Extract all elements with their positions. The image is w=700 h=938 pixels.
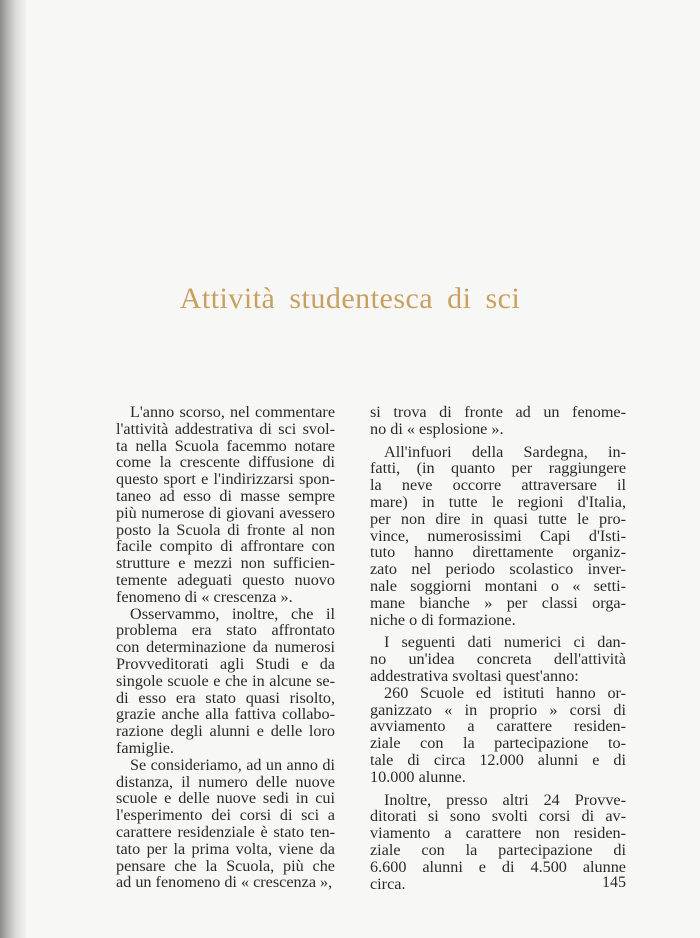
text-line: per non dire in quasi tutte le pro- (370, 509, 626, 528)
text-line: problema era stato affrontato (116, 621, 335, 640)
text-line: no di « esplosione ». (370, 419, 504, 438)
text-line: Osservammo, inoltre, che il (130, 604, 335, 623)
text-line: 6.600 alunni e di 4.500 alunne (370, 857, 626, 876)
text-line: ganizzato « in proprio » corsi di (370, 700, 626, 719)
page-title: Attività studentesca di sci (179, 282, 521, 315)
text-line: All'infuori della Sardegna, in- (384, 442, 626, 461)
text-line: si trova di fronte ad un fenome- (370, 403, 626, 421)
text-line: più numerose di giovani avessero (116, 503, 335, 522)
text-line: viamento a carattere non residen- (370, 824, 626, 843)
text-line: pensare che la Scuola, più che (116, 856, 335, 875)
text-line: questo sport e l'indirizzarsi spon- (116, 470, 335, 489)
text-line: circa. (370, 874, 406, 893)
text-line: strutture e mezzi non sufficien- (116, 554, 335, 573)
text-line: niche o di formazione. (370, 610, 516, 629)
text-line: tale di circa 12.000 alunni e di (370, 750, 626, 769)
text-line: ta nella Scuola facemmo notare (116, 436, 335, 455)
text-line: scuole e delle nuove sedi in cui (116, 789, 335, 808)
text-line: distanza, il numero delle nuove (116, 772, 335, 791)
text-line: L'anno scorso, nel commentare (130, 403, 335, 421)
text-line: la neve occorre attraversare il (370, 476, 626, 495)
text-line: Se consideriamo, ad un anno di (130, 755, 335, 774)
text-line: posto la Scuola di fronte al non (116, 520, 335, 539)
text-line: addestrativa svoltasi quest'anno: (370, 666, 579, 685)
text-line: l'esperimento dei corsi di sci a (116, 806, 335, 825)
text-line: grazie anche alla fattiva collabo- (116, 705, 335, 724)
text-line: ziale con la partecipazione to- (370, 734, 626, 753)
text-line: singole scuole e che in alcune se- (116, 671, 335, 690)
text-line: taneo ad esso di masse sempre (116, 486, 335, 505)
page-number: 145 (602, 874, 626, 891)
right-text-column (370, 404, 626, 892)
text-line: ditorati si sono svolti corsi di av- (370, 807, 626, 826)
text-line: fatti, (in quanto per raggiungere (370, 459, 626, 478)
text-line: fenomeno di « crescenza ». (116, 587, 293, 606)
text-line: carattere residenziale è stato ten- (116, 822, 335, 841)
text-line: zato nel periodo scolastico inver- (370, 560, 626, 579)
text-line: nale soggiorni montani o « setti- (370, 576, 626, 595)
text-line: razione degli alunni e delle loro (116, 722, 335, 741)
text-line: l'attività addestrativa di sci svol- (116, 419, 335, 438)
text-line: vince, numerosissimi Capi d'Isti- (370, 526, 626, 545)
text-line: ad un fenomeno di « crescenza », (116, 873, 333, 892)
text-line: Provveditorati agli Studi e da (116, 654, 335, 673)
text-line: 260 Scuole ed istituti hanno or- (384, 683, 626, 702)
text-line: tato per la prima volta, viene da (116, 839, 335, 858)
text-line: facile compito di affrontare con (116, 537, 335, 556)
book-gutter-shadow (0, 0, 26, 938)
text-line: famiglie. (116, 738, 174, 757)
text-line: I seguenti dati numerici ci dan- (384, 633, 626, 652)
text-line: 10.000 alunne. (370, 767, 466, 786)
text-line: tuto hanno direttamente organiz- (370, 543, 626, 562)
text-line: temente adeguati questo nuovo (116, 570, 335, 589)
text-line: di esso era stato quasi risolto, (116, 688, 335, 707)
text-line: avviamento a carattere residen- (370, 717, 626, 736)
text-line: con determinazione da numerosi (116, 638, 335, 657)
text-line: come la crescente diffusione di (116, 453, 335, 472)
text-line: no un'idea concreta dell'attività (370, 650, 626, 669)
text-line: Inoltre, presso altri 24 Provve- (384, 790, 626, 809)
text-line: mane bianche » per classi orga- (370, 593, 626, 612)
text-line: ziale con la partecipazione di (370, 840, 626, 859)
text-line: mare) in tutte le regioni d'Italia, (370, 492, 626, 511)
left-text-column (116, 404, 335, 891)
